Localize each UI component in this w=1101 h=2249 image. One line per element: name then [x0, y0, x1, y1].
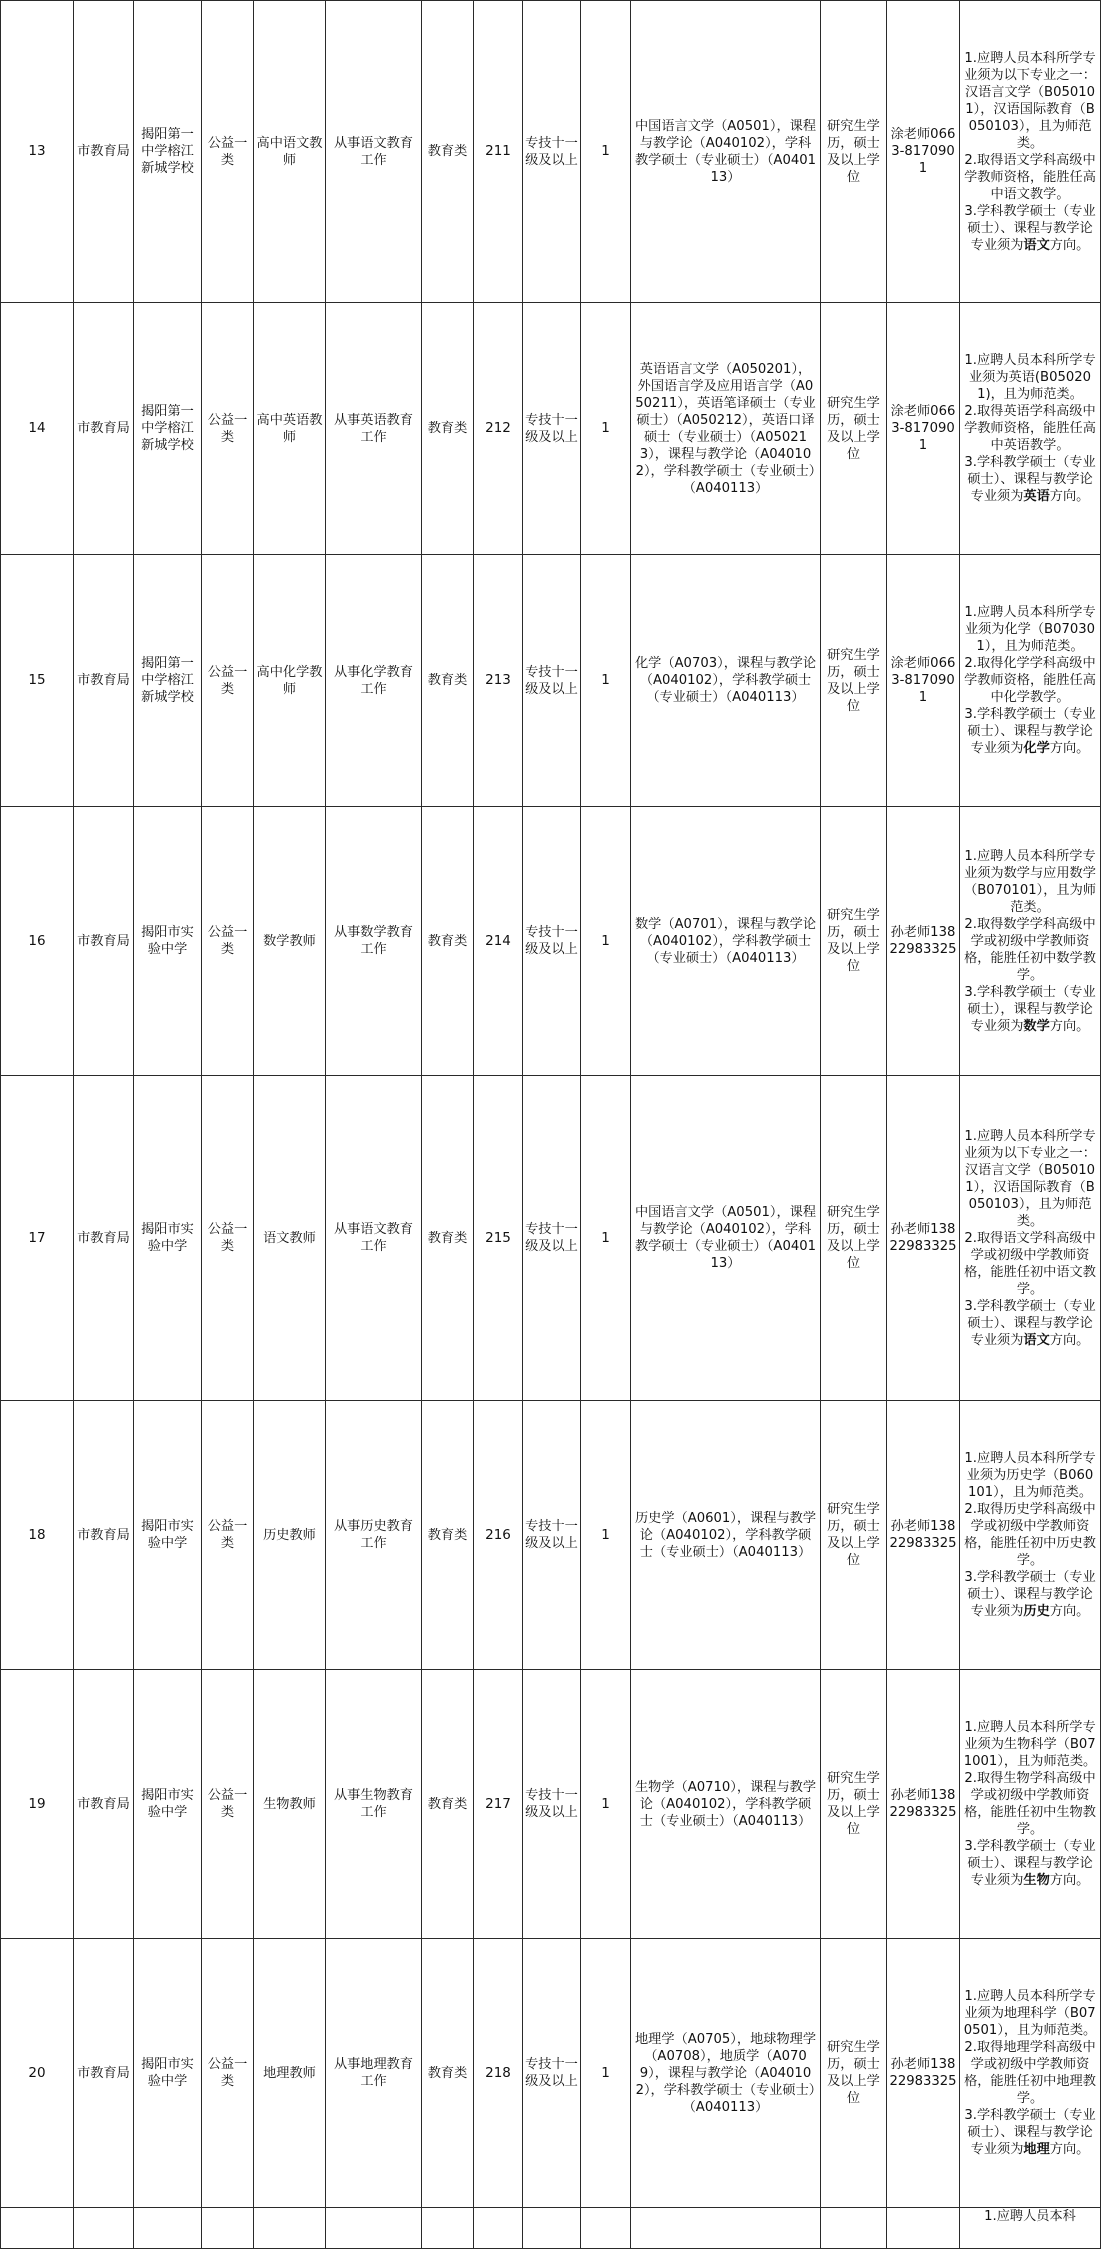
empty-cell: [254, 2208, 326, 2249]
hiring-count-cell: 1: [581, 1401, 631, 1670]
position-type-cell: 教育类: [422, 1939, 474, 2208]
unit-category-cell: 公益一类: [202, 1401, 254, 1670]
employer-unit-cell: 揭阳市实验中学: [134, 1076, 202, 1401]
empty-cell: [326, 2208, 422, 2249]
table-row: [1, 555, 1101, 807]
other-requirements-cell: [960, 1076, 1101, 1401]
requirement-line: [963, 1719, 1097, 1770]
requirement-text: 3.学科教学硕士（专业硕士）、课程与教学论专业须为: [964, 1298, 1096, 1348]
position-name-cell: 地理教师: [254, 1939, 326, 2208]
contact-cell: 孙老师13822983325: [887, 1670, 960, 1939]
position-type-cell: 教育类: [422, 1, 474, 303]
requirement-text: 1.应聘人员本科所学专业须为英语(B050201)，且为师范类。: [964, 353, 1096, 402]
requirement-text: 2.取得生物学科高级中学或初级中学教师资格，能胜任初中生物教学。: [964, 1771, 1096, 1837]
education-requirement-cell: 研究生学历，硕士及以上学位: [821, 1076, 887, 1401]
requirement-line: [963, 1128, 1097, 1230]
position-type-cell: 教育类: [422, 1401, 474, 1670]
education-requirement-cell: 研究生学历，硕士及以上学位: [821, 303, 887, 555]
requirement-line: [963, 454, 1097, 505]
position-type-cell: 教育类: [422, 555, 474, 807]
job-duty-cell: 从事化学教育工作: [326, 555, 422, 807]
education-requirement-cell: 研究生学历，硕士及以上学位: [821, 555, 887, 807]
requirement-text: 2.取得地理学科高级中学或初级中学教师资格，能胜任初中地理教学。: [964, 2040, 1096, 2106]
department-cell: 市教育局: [74, 303, 134, 555]
requirement-text: 3.学科教学硕士（专业硕士）、课程与教学论专业须为: [964, 1570, 1096, 1619]
position-code-cell: 213: [474, 555, 523, 807]
major-requirement-cell: 历史学（A0601），课程与教学论（A040102），学科教学硕士（专业硕士）（A040113）: [631, 1401, 821, 1670]
unit-category-cell: 公益一类: [202, 807, 254, 1076]
requirement-text: 3.学科教学硕士（专业硕士）、课程与教学论专业须为: [964, 707, 1096, 756]
post-level-cell: 专技十一级及以上: [523, 1401, 581, 1670]
requirement-line: [963, 916, 1097, 984]
requirement-text-tail: 方向。: [1049, 1018, 1090, 1034]
position-code-cell: 211: [474, 1, 523, 303]
requirement-text: 1.应聘人员本科所学专业须为化学（B070301），且为师范类。: [964, 605, 1096, 654]
hiring-count-cell: 1: [581, 1076, 631, 1401]
empty-cell: [134, 2208, 202, 2249]
requirement-line: [963, 655, 1097, 706]
empty-cell: [74, 2208, 134, 2249]
row-number: 18: [1, 1401, 74, 1670]
education-requirement-cell: 研究生学历，硕士及以上学位: [821, 1401, 887, 1670]
empty-cell: [887, 2208, 960, 2249]
hiring-count-cell: 1: [581, 303, 631, 555]
table-row: [1, 1076, 1101, 1401]
requirement-subject-emphasis: 数学: [1023, 1018, 1050, 1034]
empty-cell: [581, 2208, 631, 2249]
requirement-line: [963, 1838, 1097, 1889]
row-number: 17: [1, 1076, 74, 1401]
unit-category-cell: 公益一类: [202, 1, 254, 303]
position-code-cell: 214: [474, 807, 523, 1076]
requirement-line: [963, 203, 1097, 254]
major-requirement-cell: 英语语言文学（A050201），外国语言学及应用语言学（A050211），英语笔译硕士（专业硕士）（A050212），英语口译硕士（专业硕士）（A050213），课程与教学论（A040102），学科教学硕士（专业硕士）（A040113）: [631, 303, 821, 555]
post-level-cell: 专技十一级及以上: [523, 1670, 581, 1939]
requirement-text: 3.学科教学硕士（专业硕士）、课程与教学论专业须为: [964, 1839, 1096, 1888]
partial-requirement-cell: 1.应聘人员本科: [960, 2208, 1101, 2249]
requirement-text: 2.取得化学学科高级中学教师资格，能胜任高中化学教学。: [964, 656, 1096, 705]
post-level-cell: 专技十一级及以上: [523, 1939, 581, 2208]
requirement-subject-emphasis: 英语: [1023, 489, 1050, 504]
employer-unit-cell: 揭阳市实验中学: [134, 1401, 202, 1670]
requirement-text: 2.取得语文学科高级中学教师资格，能胜任高中语文教学。: [964, 152, 1096, 202]
requirement-text: 2.取得数学学科高级中学或初级中学教师资格，能胜任初中数学教学。: [964, 916, 1096, 983]
requirement-line: [963, 1450, 1097, 1501]
position-name-cell: 高中语文教师: [254, 1, 326, 303]
employer-unit-cell: 揭阳第一中学榕江新城学校: [134, 303, 202, 555]
empty-cell: [631, 2208, 821, 2249]
position-code-cell: 215: [474, 1076, 523, 1401]
post-level-cell: 专技十一级及以上: [523, 807, 581, 1076]
department-cell: 市教育局: [74, 1, 134, 303]
major-requirement-cell: 生物学（A0710），课程与教学论（A040102），学科教学硕士（专业硕士）（A040113）: [631, 1670, 821, 1939]
major-requirement-cell: 中国语言文学（A0501），课程与教学论（A040102），学科教学硕士（专业硕士）（A040113）: [631, 1076, 821, 1401]
position-code-cell: 212: [474, 303, 523, 555]
table-row: [1, 1401, 1101, 1670]
position-name-cell: 历史教师: [254, 1401, 326, 1670]
requirement-text: 1.应聘人员本科所学专业须为以下专业之一：汉语言文学（B050101），汉语国际教育（B050103），且为师范类。: [964, 50, 1096, 151]
job-duty-cell: 从事地理教育工作: [326, 1939, 422, 2208]
post-level-cell: 专技十一级及以上: [523, 1, 581, 303]
row-number: 14: [1, 303, 74, 555]
position-name-cell: 高中英语教师: [254, 303, 326, 555]
other-requirements-cell: [960, 1670, 1101, 1939]
hiring-count-cell: 1: [581, 807, 631, 1076]
requirement-line: [963, 604, 1097, 655]
position-code-cell: 217: [474, 1670, 523, 1939]
requirement-text: 2.取得英语学科高级中学教师资格，能胜任高中英语教学。: [964, 404, 1096, 453]
requirement-text: 3.学科教学硕士（专业硕士）、课程与教学论专业须为: [964, 2108, 1096, 2157]
requirement-text: 1.应聘人员本科所学专业须为历史学（B060101），且为师范类。: [964, 1451, 1096, 1500]
contact-cell: 孙老师13822983325: [887, 807, 960, 1076]
position-type-cell: 教育类: [422, 807, 474, 1076]
contact-cell: 孙老师13822983325: [887, 1939, 960, 2208]
empty-cell: [1, 2208, 74, 2249]
education-requirement-cell: 研究生学历，硕士及以上学位: [821, 1, 887, 303]
other-requirements-cell: [960, 303, 1101, 555]
requirement-subject-emphasis: 生物: [1023, 1873, 1050, 1888]
other-requirements-cell: [960, 555, 1101, 807]
education-requirement-cell: 研究生学历，硕士及以上学位: [821, 1670, 887, 1939]
other-requirements-cell: [960, 807, 1101, 1076]
position-name-cell: 生物教师: [254, 1670, 326, 1939]
employer-unit-cell: 揭阳第一中学榕江新城学校: [134, 555, 202, 807]
table-row: [1, 1670, 1101, 1939]
requirement-subject-emphasis: 地理: [1023, 2142, 1050, 2157]
other-requirements-cell: [960, 1939, 1101, 2208]
position-type-cell: 教育类: [422, 1670, 474, 1939]
job-duty-cell: 从事语文教育工作: [326, 1076, 422, 1401]
requirement-text: 2.取得历史学科高级中学或初级中学教师资格，能胜任初中历史教学。: [964, 1502, 1096, 1568]
contact-cell: 孙老师13822983325: [887, 1401, 960, 1670]
employer-unit-cell: 揭阳市实验中学: [134, 807, 202, 1076]
job-duty-cell: 从事英语教育工作: [326, 303, 422, 555]
position-code-cell: 218: [474, 1939, 523, 2208]
post-level-cell: 专技十一级及以上: [523, 555, 581, 807]
hiring-count-cell: 1: [581, 1670, 631, 1939]
row-number: 19: [1, 1670, 74, 1939]
row-number: 16: [1, 807, 74, 1076]
contact-cell: 涂老师0663-8170901: [887, 303, 960, 555]
empty-cell: [523, 2208, 581, 2249]
requirement-line: [963, 50, 1097, 152]
job-duty-cell: 从事数学教育工作: [326, 807, 422, 1076]
employer-unit-cell: 揭阳第一中学榕江新城学校: [134, 1, 202, 303]
major-requirement-cell: 地理学（A0705），地球物理学（A0708），地质学（A0709），课程与教学论（A040102），学科教学硕士（专业硕士）（A040113）: [631, 1939, 821, 2208]
requirement-text-tail: 方向。: [1049, 741, 1090, 756]
requirement-text-tail: 方向。: [1049, 1604, 1090, 1619]
department-cell: 市教育局: [74, 1670, 134, 1939]
requirement-subject-emphasis: 历史: [1023, 1604, 1050, 1619]
requirement-subject-emphasis: 语文: [1023, 237, 1050, 253]
department-cell: 市教育局: [74, 1076, 134, 1401]
post-level-cell: 专技十一级及以上: [523, 303, 581, 555]
requirement-text: 1.应聘人员本科所学专业须为地理科学（B070501），且为师范类。: [963, 1989, 1097, 2038]
requirement-text: 2.取得语文学科高级中学或初级中学教师资格，能胜任初中语文教学。: [964, 1230, 1096, 1297]
post-level-cell: 专技十一级及以上: [523, 1076, 581, 1401]
row-number: 20: [1, 1939, 74, 2208]
department-cell: 市教育局: [74, 1401, 134, 1670]
employer-unit-cell: 揭阳市实验中学: [134, 1670, 202, 1939]
requirement-line: [963, 1230, 1097, 1298]
requirement-line: [963, 2039, 1097, 2107]
unit-category-cell: 公益一类: [202, 555, 254, 807]
requirement-text-tail: 方向。: [1049, 1332, 1090, 1348]
requirement-text: 3.学科教学硕士（专业硕士）、课程与教学论专业须为: [964, 203, 1096, 253]
requirement-line: [963, 1569, 1097, 1620]
requirement-line: [963, 1988, 1097, 2039]
job-duty-cell: 从事历史教育工作: [326, 1401, 422, 1670]
department-cell: 市教育局: [74, 807, 134, 1076]
position-name-cell: 数学教师: [254, 807, 326, 1076]
position-name-cell: 语文教师: [254, 1076, 326, 1401]
unit-category-cell: 公益一类: [202, 1076, 254, 1401]
requirement-line: [963, 1501, 1097, 1569]
hiring-count-cell: 1: [581, 555, 631, 807]
requirement-subject-emphasis: 语文: [1023, 1332, 1050, 1348]
major-requirement-cell: 中国语言文学（A0501），课程与教学论（A040102），学科教学硕士（专业硕士）（A040113）: [631, 1, 821, 303]
requirement-line: [963, 2107, 1097, 2158]
empty-cell: [474, 2208, 523, 2249]
contact-cell: 涂老师0663-8170901: [887, 1, 960, 303]
requirement-text: 3.学科教学硕士（专业硕士），课程与教学论专业须为: [964, 984, 1096, 1034]
table-body: [1, 1, 1101, 2249]
education-requirement-cell: 研究生学历，硕士及以上学位: [821, 807, 887, 1076]
table-row: [1, 1, 1101, 303]
row-number: 13: [1, 1, 74, 303]
requirement-text: 1.应聘人员本科所学专业须为数学与应用数学（B070101），且为师范类。: [964, 848, 1096, 915]
unit-category-cell: 公益一类: [202, 1670, 254, 1939]
requirement-line: [963, 1298, 1097, 1349]
education-requirement-cell: 研究生学历，硕士及以上学位: [821, 1939, 887, 2208]
table-row: [1, 1939, 1101, 2208]
row-number: 15: [1, 555, 74, 807]
requirement-text: 1.应聘人员本科所学专业须为以下专业之一：汉语言文学（B050101），汉语国际教育（B050103），且为师范类。: [964, 1128, 1096, 1229]
table-row: [1, 807, 1101, 1076]
hiring-count-cell: 1: [581, 1939, 631, 2208]
requirement-subject-emphasis: 化学: [1023, 741, 1050, 756]
position-name-cell: 高中化学教师: [254, 555, 326, 807]
requirement-line: [963, 352, 1097, 403]
requirement-line: [963, 706, 1097, 757]
hiring-count-cell: 1: [581, 1, 631, 303]
unit-category-cell: 公益一类: [202, 1939, 254, 2208]
employer-unit-cell: 揭阳市实验中学: [134, 1939, 202, 2208]
table-row: [1, 303, 1101, 555]
contact-cell: 孙老师13822983325: [887, 1076, 960, 1401]
partial-table-row: [1, 2208, 1101, 2249]
unit-category-cell: 公益一类: [202, 303, 254, 555]
position-type-cell: 教育类: [422, 1076, 474, 1401]
requirement-line: [963, 848, 1097, 916]
requirement-text-tail: 方向。: [1049, 1873, 1090, 1888]
major-requirement-cell: 数学（A0701），课程与教学论（A040102），学科教学硕士（专业硕士）（A040113）: [631, 807, 821, 1076]
position-type-cell: 教育类: [422, 303, 474, 555]
department-cell: 市教育局: [74, 1939, 134, 2208]
job-duty-cell: 从事语文教育工作: [326, 1, 422, 303]
requirement-text-tail: 方向。: [1049, 2142, 1090, 2157]
requirement-text: 1.应聘人员本科所学专业须为生物科学（B071001），且为师范类。: [963, 1720, 1097, 1769]
requirement-text-tail: 方向。: [1049, 237, 1090, 253]
requirement-line: [963, 984, 1097, 1035]
requirement-text: 3.学科教学硕士（专业硕士）、课程与教学论专业须为: [964, 455, 1096, 504]
contact-cell: 涂老师0663-8170901: [887, 555, 960, 807]
requirement-line: [963, 152, 1097, 203]
requirement-line: [963, 1770, 1097, 1838]
department-cell: 市教育局: [74, 555, 134, 807]
requirement-text-tail: 方向。: [1049, 489, 1090, 504]
empty-cell: [422, 2208, 474, 2249]
requirement-line: [963, 403, 1097, 454]
position-code-cell: 216: [474, 1401, 523, 1670]
job-duty-cell: 从事生物教育工作: [326, 1670, 422, 1939]
other-requirements-cell: [960, 1, 1101, 303]
other-requirements-cell: [960, 1401, 1101, 1670]
major-requirement-cell: 化学（A0703），课程与教学论（A040102），学科教学硕士（专业硕士）（A040113）: [631, 555, 821, 807]
empty-cell: [821, 2208, 887, 2249]
empty-cell: [202, 2208, 254, 2249]
